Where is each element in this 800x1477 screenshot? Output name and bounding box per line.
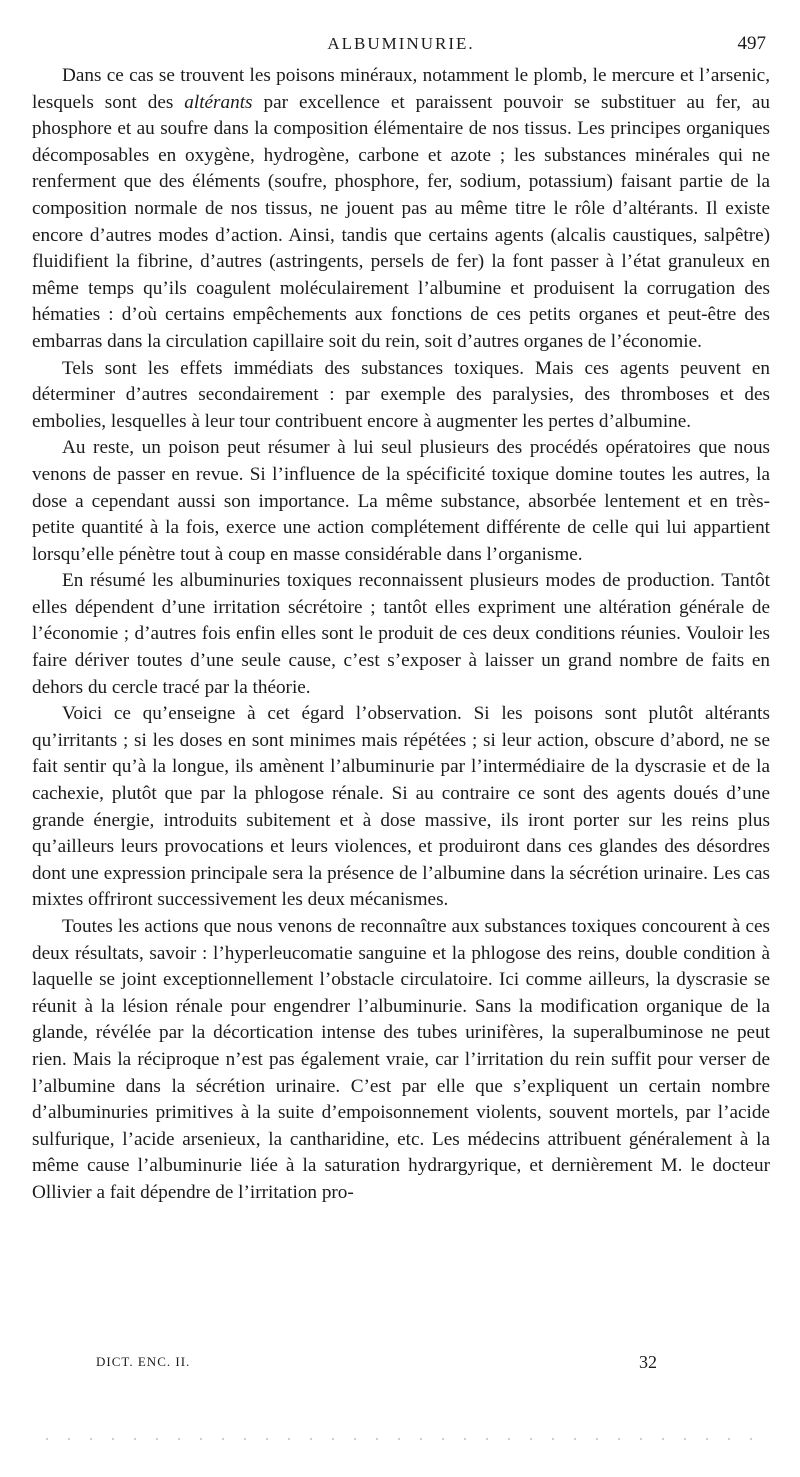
paragraph: Voici ce qu’enseigne à cet égard l’observation. Si les poisons sont plutôt altérants qu’irritants ; si les doses en sont minimes mais répétées ; si leur action, obscure d’abord, ne se fait sentir qu’à la longue, ils amènent l’albuminurie par l’intermédiaire de la dyscrasie et de la cachexie, plutôt que par la phlogose rénale. Si au contraire ce sont des agents doués d’une grande énergie, introduits subitement et à dose massive, ils iront porter sur les reins plus qu’ailleurs leurs provocations et leurs violences, et produiront dans ces glandes des désordres dont une expression principale sera la présence de l’albumine dans la sécrétion urinaire. Les cas mixtes offriront successivement les deux mécanismes. <box>32 703 770 911</box>
body-text <box>32 63 770 1207</box>
running-title: ALBUMINURIE. <box>327 34 475 53</box>
page-footer <box>96 1348 676 1376</box>
scan-specks <box>36 1436 766 1442</box>
footer-signature: DICT. ENC. II. <box>96 1354 191 1369</box>
page-number: 497 <box>737 33 766 54</box>
paragraph: Dans ce cas se trouvent les poisons minéraux, notamment le plomb, le mercure et l’arsenic, lesquels sont des altérants par excellence et paraissent pouvoir se substituer au fer, au phosphore et au soufre dans la composition élémentaire de nos tissus. Les principes organiques décomposables en oxygène, hydrogène, carbone et azote ; les substances minérales qui ne renferment que des éléments (soufre, phosphore, fer, sodium, potassium) faisant partie de la composition normale de nos tissus, ne jouent pas au même titre le rôle d’altérants. Il existe encore d’autres modes d’action. Ainsi, tandis que certains agents (alcalis caustiques, salpêtre) fluidifient la fibrine, d’autres (astringents, persels de fer) la font passer à l’état granuleux en même temps qu’ils coagulent moléculairement l’albumine et produisent la corrugation des hématies : d’où certains empêchements aux fonctions de ces petits organes et peut-être des embarras dans la circulation capillaire soit du rein, soit d’autres organes de l’économie. <box>32 65 770 352</box>
emphasis: altérants <box>184 91 253 113</box>
running-header <box>32 30 770 58</box>
paragraph: Au reste, un poison peut résumer à lui seul plusieurs des procédés opératoires que nous venons de passer en revue. Si l’influence de la spécificité toxique domine toutes les autres, la dose a cependant aussi son importance. La même substance, absorbée lentement et en très-petite quantité à la fois, exerce une action complétement différente de celle qui lui appartient lorsqu’elle pénètre tout à coup en masse considérable dans l’organisme. <box>32 437 770 565</box>
paragraph: Toutes les actions que nous venons de reconnaître aux substances toxiques concourent à ces deux résultats, savoir : l’hyperleucomatie sanguine et la phlogose des reins, double condition à laquelle se joint exceptionnellement l’obstacle circulatoire. Ici comme ailleurs, la dyscrasie se réunit à la lésion rénale pour engendrer l’albuminurie. Sans la modification organique de la glande, révélée par la décortication intense des tubes urinifères, la superalbuminose ne peut rien. Mais la réciproque n’est pas également vraie, car l’irritation du rein suffit pour verser de l’albumine dans la sécrétion urinaire. C’est par elle que s’expliquent un certain nombre d’albuminuries primitives à la suite d’empoisonnement violents, souvent mortels, par l’acide sulfurique, l’acide arsenieux, la cantharidine, etc. Les médecins attribuent généralement à la même cause l’albuminurie liée à la saturation hydrargyrique, et dernièrement M. le docteur Ollivier a fait dépendre de l’irritation pro- <box>32 916 770 1203</box>
footer-sheet-number: 32 <box>639 1352 657 1372</box>
paragraph: En résumé les albuminuries toxiques reconnaissent plusieurs modes de production. Tantôt elles dépendent d’une irritation sécrétoire ; tantôt elles expriment une altération générale de l’économie ; d’autres fois enfin elles sont le produit de ces deux conditions réunies. Vouloir les faire dériver toutes d’une seule cause, c’est s’exposer à laisser un grand nombre de faits en dehors du cercle tracé par la théorie. <box>32 570 770 698</box>
paragraph: Tels sont les effets immédiats des substances toxiques. Mais ces agents peuvent en déterminer d’autres secondairement : par exemple des paralysies, des thromboses et des embolies, lesquelles à leur tour contribuent encore à augmenter les pertes d’albumine. <box>32 357 770 432</box>
